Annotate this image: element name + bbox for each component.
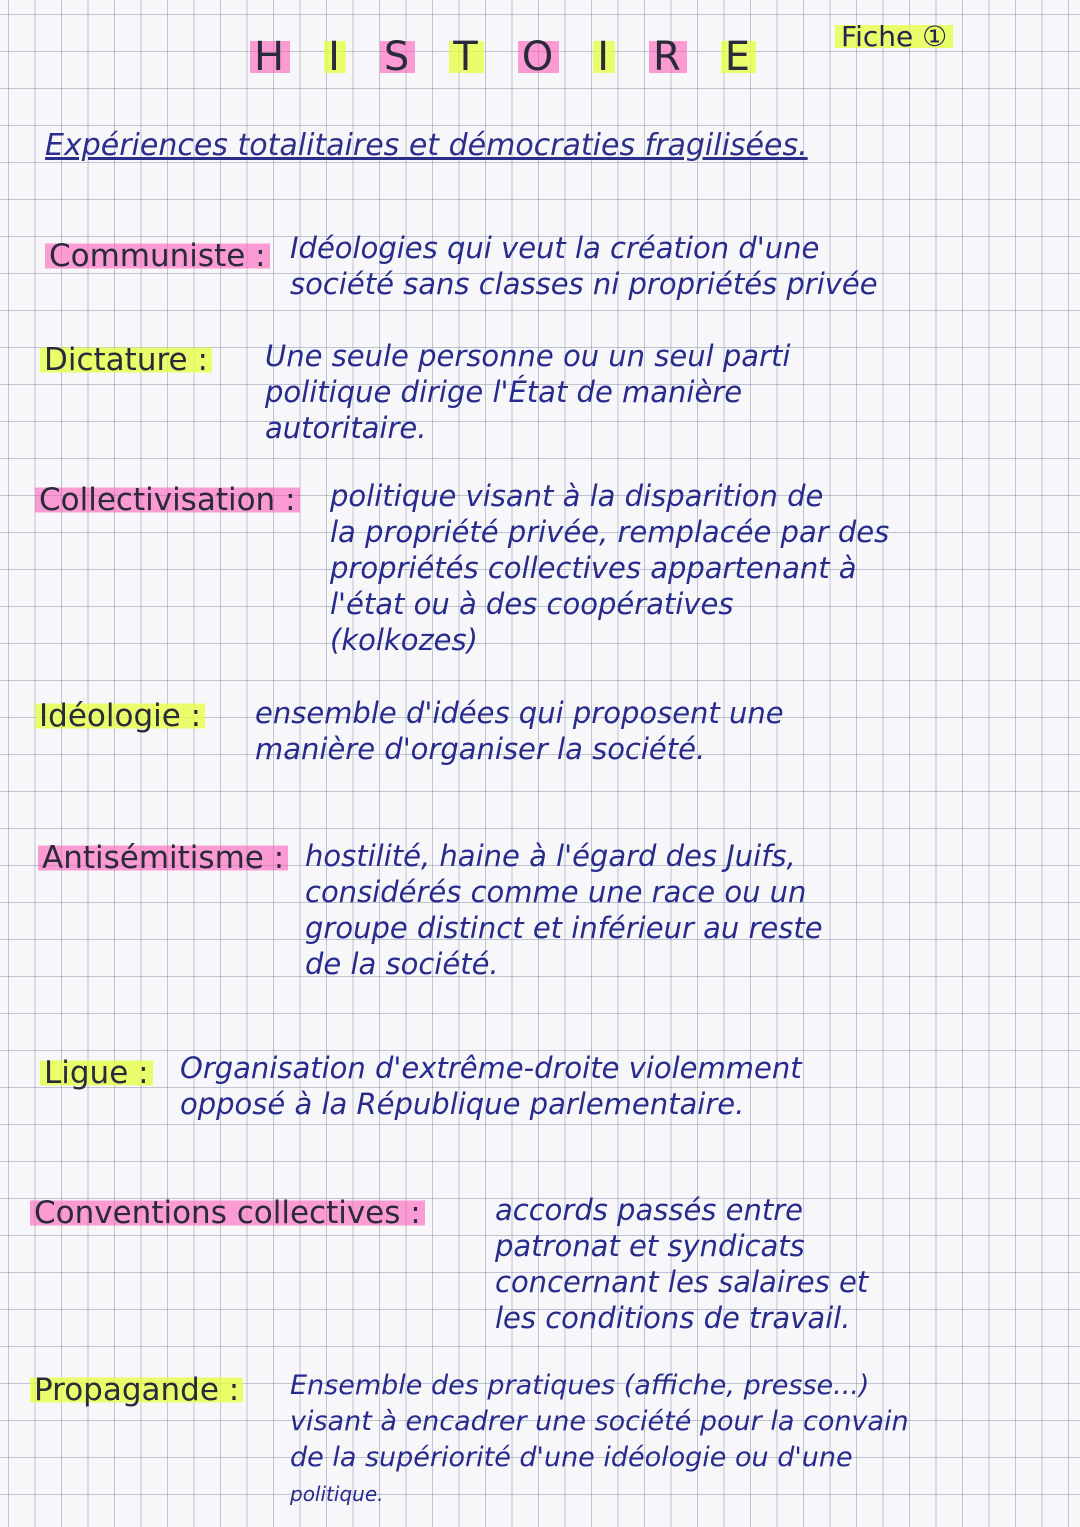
definition-communiste: [290, 230, 878, 302]
definition-line: de la société.: [305, 947, 499, 981]
definition-line: politique visant à la disparition de: [330, 479, 824, 513]
definition-line: visant à encadrer une société pour la convain: [290, 1406, 909, 1437]
title-letter: I: [593, 34, 615, 80]
definition-line: de la supériorité d'une idéologie ou d'une: [290, 1442, 853, 1473]
title-letter: I: [324, 34, 346, 80]
definition-line: politique dirige l'État de manière: [265, 375, 743, 409]
definition-line: Idéologies qui veut la création d'une: [290, 231, 820, 265]
term-communiste: Communiste :: [45, 238, 270, 274]
definition-line: concernant les salaires et: [495, 1265, 869, 1299]
title-letter: R: [649, 34, 687, 80]
definition-line: Une seule personne ou un seul parti: [265, 339, 791, 373]
definition-line: accords passés entre: [495, 1193, 803, 1227]
definition-line: Organisation d'extrême-droite violemment: [180, 1051, 802, 1085]
title-letter: H: [250, 34, 290, 80]
term-collectivisation: Collectivisation :: [35, 482, 300, 518]
page-title: [250, 34, 756, 80]
definition-propagande: [290, 1368, 909, 1512]
definition-line: la propriété privée, remplacée par des: [330, 515, 890, 549]
title-letter: E: [721, 34, 756, 80]
title-letter: S: [380, 34, 415, 80]
fiche-number: Fiche ①: [835, 20, 953, 53]
definition-line: ensemble d'idées qui proposent une: [255, 696, 784, 730]
title-letter: O: [518, 34, 559, 80]
definition-line: les conditions de travail.: [495, 1301, 851, 1335]
term-dictature: Dictature :: [40, 342, 212, 378]
term-propagande: Propagande :: [30, 1372, 243, 1408]
definition-line: opposé à la République parlementaire.: [180, 1087, 745, 1121]
definition-ideologie: [255, 695, 784, 767]
definition-antisemitisme: [305, 838, 823, 982]
subtitle: Expériences totalitaires et démocraties fragilisées.: [45, 128, 808, 163]
definition-conventions-collectives: [495, 1192, 868, 1336]
definition-line: patronat et syndicats: [495, 1229, 805, 1263]
definition-line: l'état ou à des coopératives: [330, 587, 734, 621]
definition-line: (kolkozes): [330, 623, 478, 657]
definition-line: Ensemble des pratiques (affiche, presse...): [290, 1370, 870, 1401]
definition-line: groupe distinct et inférieur au reste: [305, 911, 823, 945]
definition-line: société sans classes ni propriétés privée: [290, 267, 878, 301]
title-letter: T: [449, 34, 483, 80]
definition-ligue: [180, 1050, 802, 1122]
definition-line: hostilité, haine à l'égard des Juifs,: [305, 839, 796, 873]
term-ligue: Ligue :: [40, 1055, 153, 1091]
definition-line: considérés comme une race ou un: [305, 875, 807, 909]
term-conventions-collectives: Conventions collectives :: [30, 1195, 425, 1231]
definition-line: manière d'organiser la société.: [255, 732, 706, 766]
definition-line: autoritaire.: [265, 411, 427, 445]
term-ideologie: Idéologie :: [35, 698, 205, 734]
term-antisemitisme: Antisémitisme :: [38, 840, 288, 876]
definition-dictature: [265, 338, 790, 446]
definition-line: propriétés collectives appartenant à: [330, 551, 857, 585]
definition-line: politique.: [290, 1482, 384, 1506]
definition-collectivisation: [330, 478, 889, 658]
